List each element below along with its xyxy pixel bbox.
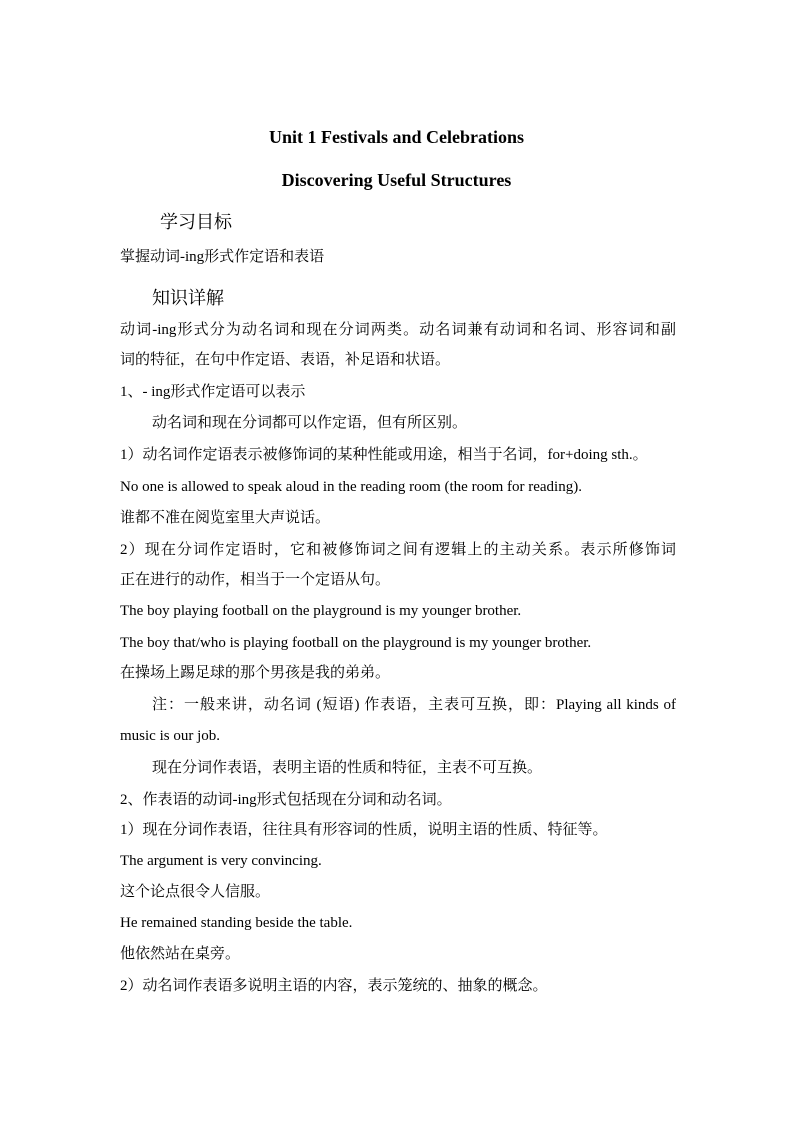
objectives-heading: 学习目标 [160, 212, 232, 233]
paragraph-line: 动词-ing形式分为动名词和现在分词两类。动名词兼有动词和名词、形容词和副 [120, 322, 676, 338]
paragraph-line: 动名词和现在分词都可以作定语，但有所区别。 [152, 415, 468, 431]
details-heading: 知识详解 [152, 288, 224, 309]
paragraph-line: 1、- ing形式作定语可以表示 [120, 384, 306, 400]
example-translation: 他依然站在桌旁。 [120, 946, 241, 962]
example-sentence: He remained standing beside the table. [120, 915, 353, 931]
paragraph-line: 2）动名词作表语多说明主语的内容，表示笼统的、抽象的概念。 [120, 978, 548, 994]
example-translation: 这个论点很令人信服。 [120, 884, 271, 900]
document-subtitle: Discovering Useful Structures [281, 170, 512, 190]
paragraph-line: 正在进行的动作，相当于一个定语从句。 [120, 572, 391, 588]
paragraph-line: 2、作表语的动词-ing形式包括现在分词和动名词。 [120, 792, 452, 808]
example-sentence: The boy that/who is playing football on the playground is my younger brother. [120, 635, 592, 651]
paragraph-line: 词的特征，在句中作定语、表语，补足语和状语。 [120, 352, 451, 368]
note-line: music is our job. [120, 728, 220, 744]
example-sentence: The boy playing football on the playground is my younger brother. [120, 603, 522, 619]
paragraph-line: 2）现在分词作定语时，它和被修饰词之间有逻辑上的主动关系。表示所修饰词 [120, 542, 676, 558]
example-translation: 在操场上踢足球的那个男孩是我的弟弟。 [120, 665, 391, 681]
note-line: 注：一般来讲，动名词 (短语) 作表语，主表可互换，即：Playing all kinds of [152, 697, 676, 713]
paragraph-line: 1）现在分词作表语，往往具有形容词的性质，说明主语的性质、特征等。 [120, 822, 608, 838]
paragraph-line: 现在分词作表语，表明主语的性质和特征，主表不可互换。 [152, 760, 543, 776]
objectives-text: 掌握动词-ing形式作定语和表语 [120, 249, 325, 265]
document-title: Unit 1 Festivals and Celebrations [268, 127, 524, 147]
example-translation: 谁都不准在阅览室里大声说话。 [120, 510, 331, 526]
example-sentence: No one is allowed to speak aloud in the reading room (the room for reading). [120, 479, 582, 495]
example-sentence: The argument is very convincing. [120, 853, 322, 869]
paragraph-line: 1）动名词作定语表示被修饰词的某种性能或用途，相当于名词，for+doing sth.。 [120, 447, 648, 463]
